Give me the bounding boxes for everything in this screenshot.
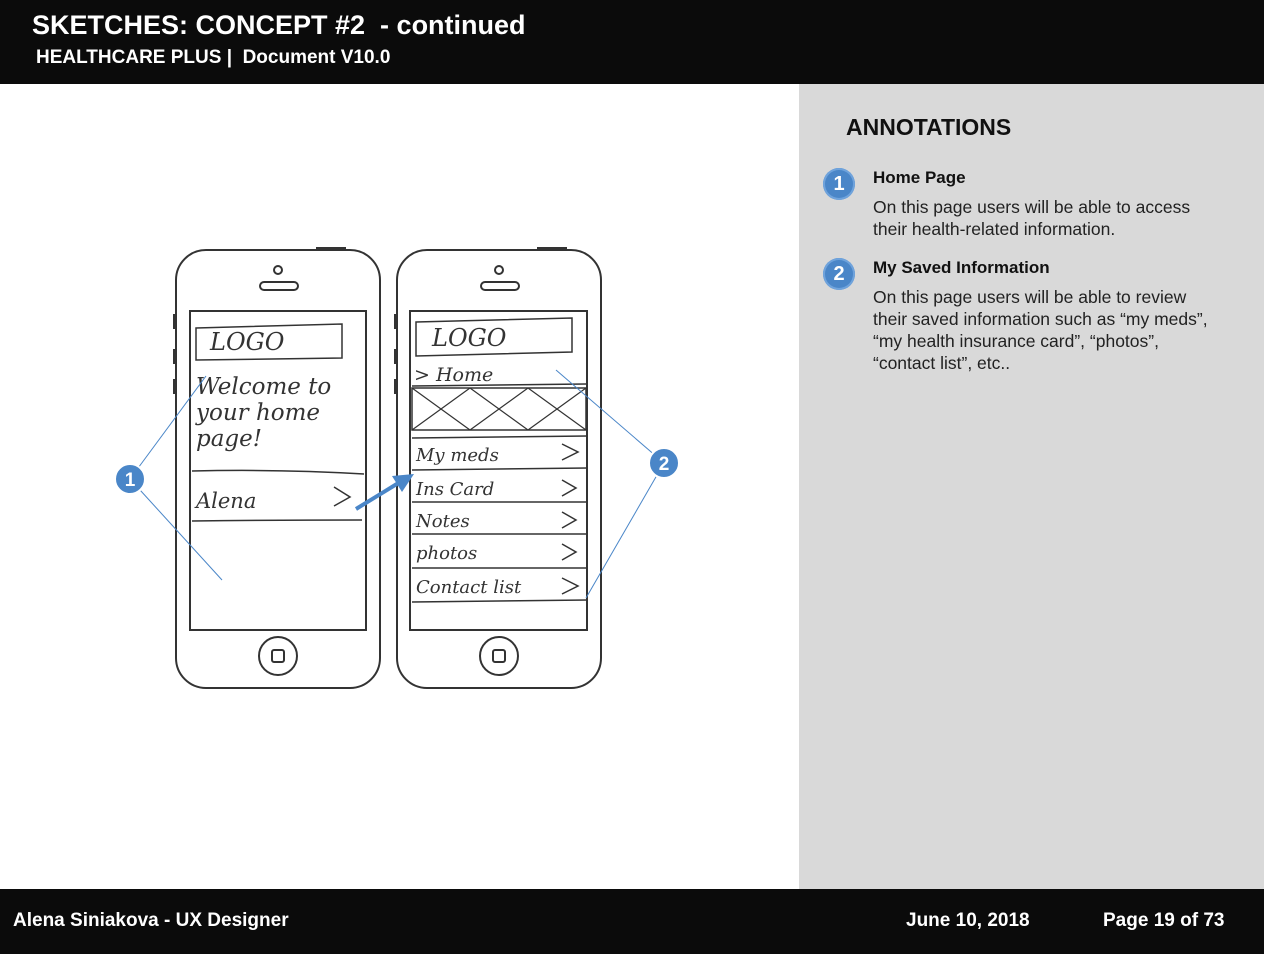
phone-sketch-saved-info [395,248,601,688]
annotation-badge-1: 1 [823,168,855,200]
phone-sketches [0,84,799,889]
phone-sketch-home [174,248,380,688]
document-footer [0,889,1264,954]
annotation-heading: Home Page [873,168,966,187]
phone1-welcome-line-3: page! [196,426,263,452]
phone1-logo: LOGO [210,328,285,356]
document-header [0,0,1264,84]
phone2-menu-item-4: photos [416,543,478,564]
annotation-body: On this page users will be able to access their health-related information. [873,197,1191,239]
navigation-arrow [356,474,414,509]
annotation-heading: My Saved Information [873,258,1050,277]
phone2-breadcrumb: > Home [414,364,494,386]
annotations-title: ANNOTATIONS [846,114,1012,140]
callout-badge-1 [115,464,145,494]
document-subtitle: HEALTHCARE PLUS | Document V10.0 [36,47,391,68]
phone2-menu-item-1: My meds [416,445,499,466]
callout-badge-2 [649,448,679,478]
phone2-menu-item-2: Ins Card [416,479,495,500]
sketch-area [0,84,799,889]
phone1-user-name: Alena [196,489,257,513]
phone2-menu-item-3: Notes [416,511,470,532]
annotations-panel [799,84,1264,889]
footer-date: June 10, 2018 [906,910,1030,931]
page-number: Page 19 of 73 [1103,910,1225,931]
footer-author: Alena Siniakova - UX Designer [13,910,289,931]
page-title: SKETCHES: CONCEPT #2 - continued [32,10,526,40]
annotation-badge-2: 2 [823,258,855,290]
phone2-logo: LOGO [432,324,507,352]
callout-badge-1-label: 1 [124,470,136,491]
phone1-welcome-line-1: Welcome to [196,374,332,400]
phone2-menu-item-5: Contact list [416,577,522,598]
annotation-body: On this page users will be able to review their saved information such as “my meds”, “my health insurance card”, “photos”, “contact list”, etc.. [873,287,1208,373]
phone1-welcome-line-2: your home [196,400,321,426]
callout-badge-2-label: 2 [658,454,670,475]
